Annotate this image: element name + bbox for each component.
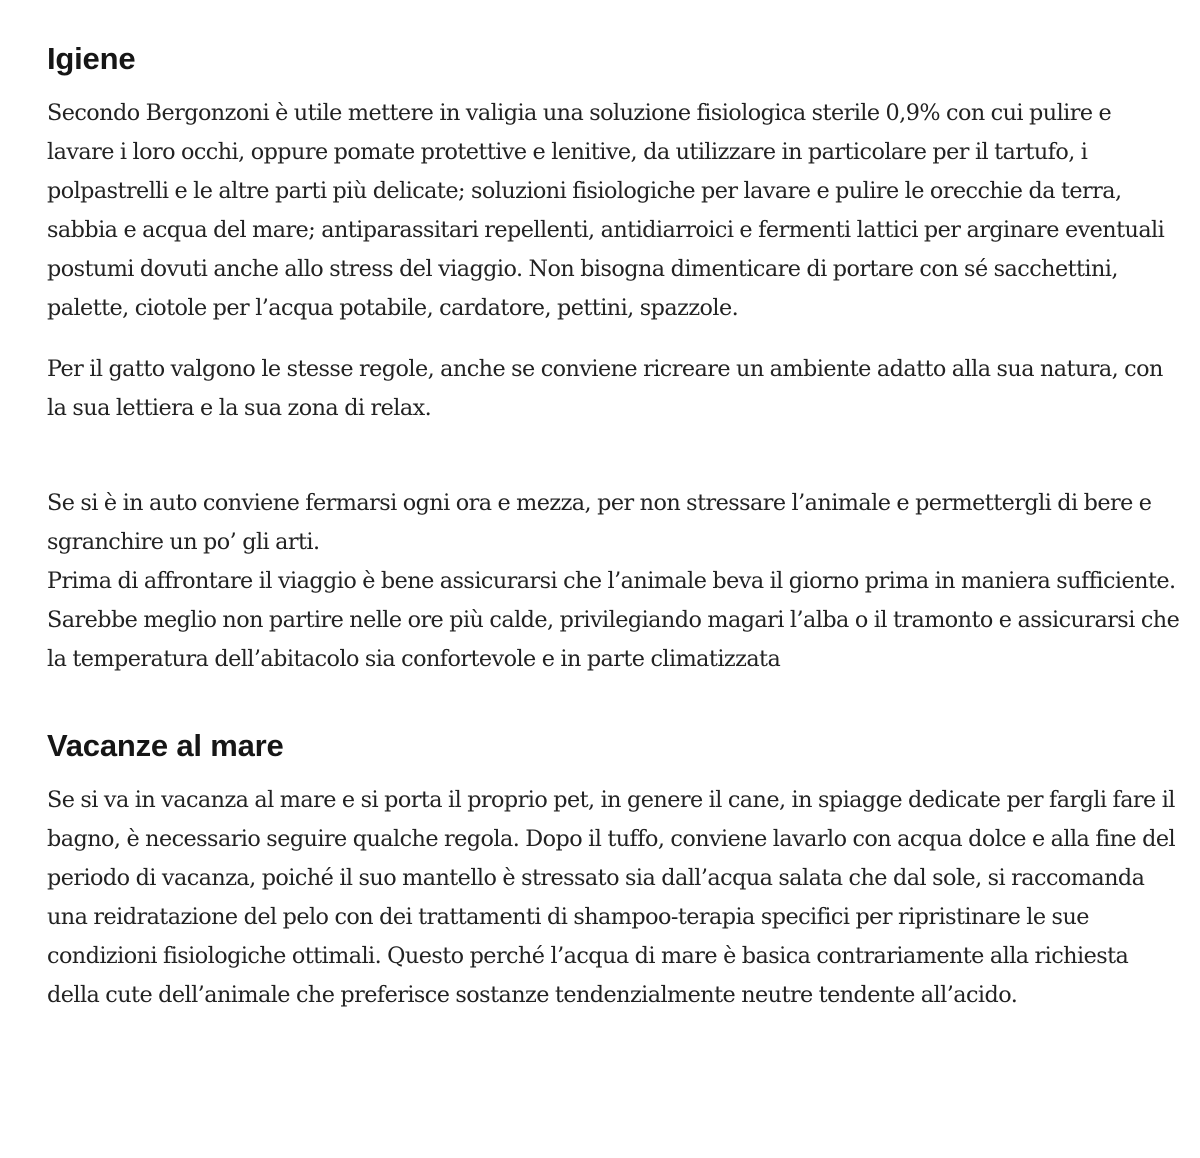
paragraph-car-stops: Se si è in auto conviene fermarsi ogni ora e mezza, per non stressare l’animale e permettergli di bere e sgranchire un po’ gli arti.	[47, 490, 1152, 555]
paragraph-cat-rules: Per il gatto valgono le stesse regole, anche se conviene ricreare un ambiente adatto alla sua natura, con la sua lettiera e la sua zona di relax.	[47, 356, 1163, 421]
article-body	[47, 38, 1182, 1015]
paragraph-sea-vacation: Se si va in vacanza al mare e si porta il proprio pet, in genere il cane, in spiagge dedicate per fargli fare il bagno, è necessario seguire qualche regola. Dopo il tuffo, conviene lavarlo con acqua dolce e alla fine del periodo di vacanza, poiché il suo mantello è stressato sia dall’acqua salata che dal sole, si raccomanda una reidratazione del pelo con dei trattamenti di shampoo-terapia specifici per ripristinare le sue condizioni fisiologiche ottimali. Questo perché l’acqua di mare è basica contrariamente alla richiesta della cute dell’animale che preferisce sostanze tendenzialmente neutre tendente all’acido.	[47, 787, 1176, 1008]
section-heading-vacanze-al-mare: Vacanze al mare	[47, 728, 284, 763]
paragraph-before-trip: Prima di affrontare il viaggio è bene assicurarsi che l’animale beva il giorno prima in maniera sufficiente. Sarebbe meglio non partire nelle ore più calde, privilegiando magari l’alba o il tramonto e assicurarsi che la temperatura dell’abitacolo sia confortevole e in parte climatizzata	[47, 568, 1180, 672]
paragraph-hygiene-supplies: Secondo Bergonzoni è utile mettere in valigia una soluzione fisiologica sterile 0,9% con cui pulire e lavare i loro occhi, oppure pomate protettive e lenitive, da utilizzare in particolare per il tartufo, i polpastrelli e le altre parti più delicate; soluzioni fisiologiche per lavare e pulire le orecchie da terra, sabbia e acqua del mare; antiparassitari repellenti, antidiarroici e fermenti lattici per arginare eventuali postumi dovuti anche allo stress del viaggio. Non bisogna dimenticare di portare con sé sacchettini, palette, ciotole per l’acqua potabile, cardatore, pettini, spazzole.	[47, 100, 1165, 321]
section-heading-igiene: Igiene	[47, 41, 136, 76]
